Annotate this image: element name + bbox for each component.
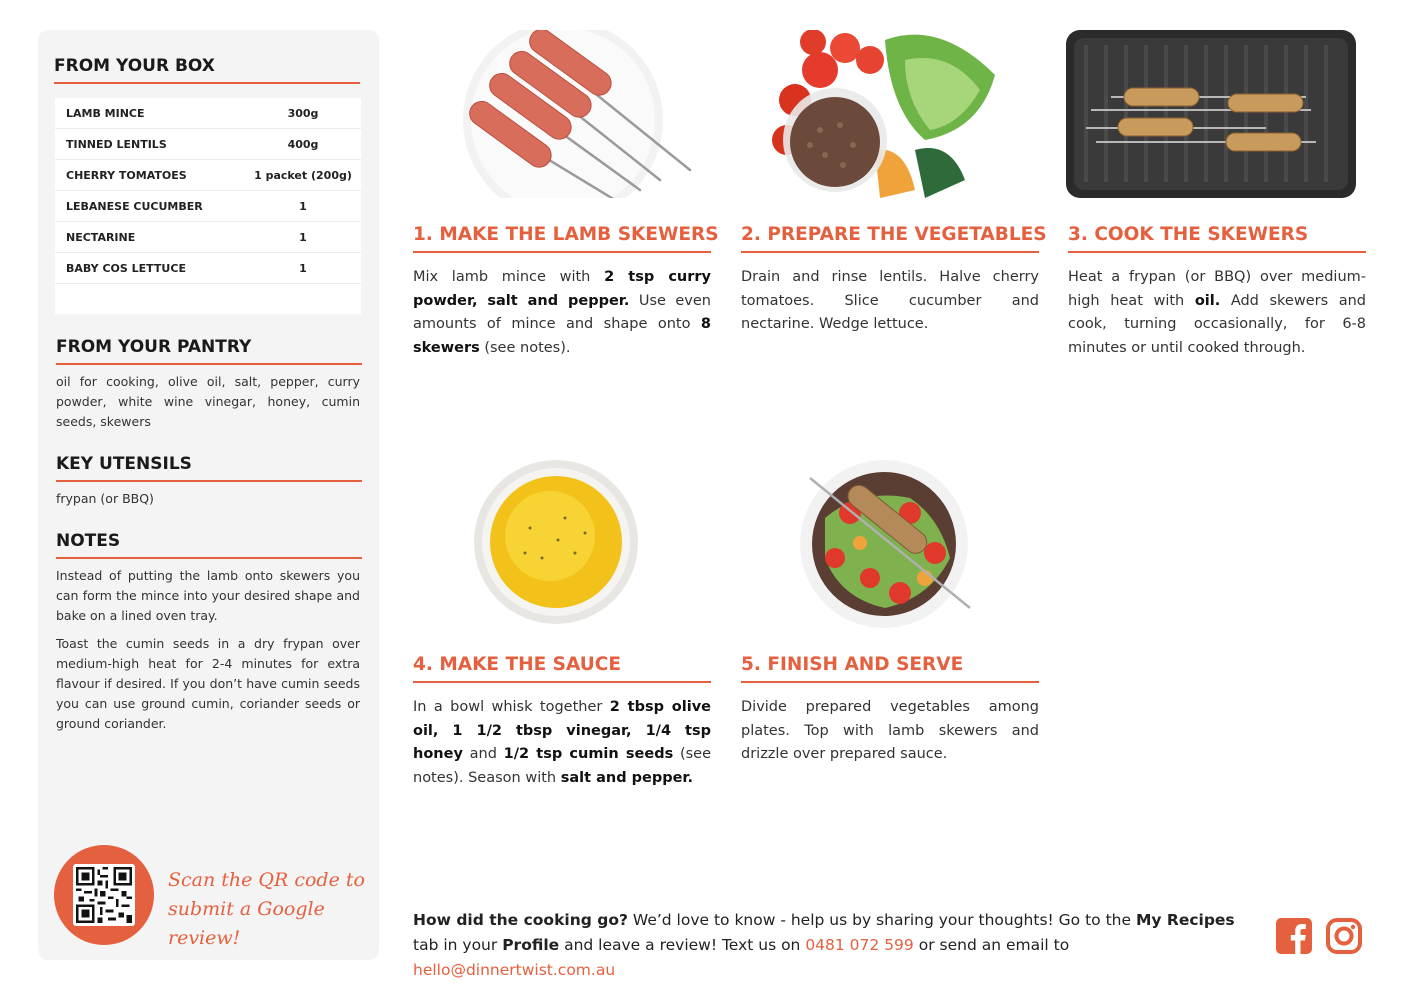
footer-bold-text: My Recipes xyxy=(1135,911,1235,929)
qr-code-icon xyxy=(73,864,135,926)
ingredient-quantity: 1 packet (200g) xyxy=(254,168,352,182)
box-ingredient-row xyxy=(55,160,361,191)
step-text-fragment: In a bowl whisk together xyxy=(413,699,610,715)
utensils-text: frypan (or BBQ) xyxy=(56,491,154,506)
step-text-fragment: (see notes). xyxy=(479,339,571,356)
box-heading: FROM YOUR BOX xyxy=(54,56,360,84)
step-text-fragment: Use even amounts of mince and shape onto xyxy=(413,292,711,332)
ingredient-name: TINNED LENTILS xyxy=(66,137,167,151)
step-text-bold: 8 skewers xyxy=(413,316,711,356)
lamb-skewers-photo xyxy=(455,30,705,200)
box-ingredient-row xyxy=(55,222,361,253)
instagram-icon[interactable] xyxy=(1326,918,1362,954)
step-text-bold: 1/2 tsp cumin seeds xyxy=(503,746,674,762)
step-4-text xyxy=(413,696,711,790)
step-1-title: 1. MAKE THE LAMB SKEWERS xyxy=(413,224,711,253)
qr-caption-line-1: Scan the QR code to xyxy=(168,869,365,891)
pantry-text: oil for cooking, olive oil, salt, pepper, curry powder, white wine vinegar, honey, cumin seeds, skewers xyxy=(56,374,360,429)
step-1-text xyxy=(413,266,711,360)
ingredient-quantity: 1 xyxy=(299,199,307,213)
box-ingredient-row xyxy=(55,98,361,129)
sauce-bowl-photo xyxy=(470,458,642,630)
step-text-fragment: (see notes). Season with xyxy=(413,746,712,786)
footer-text: tab in your xyxy=(413,936,503,954)
footer-text: or send an email to xyxy=(913,936,1070,954)
vegetables-photo xyxy=(765,30,1015,200)
facebook-icon[interactable] xyxy=(1276,918,1312,954)
utensils-heading: KEY UTENSILS xyxy=(56,454,362,482)
ingredient-name: BABY COS LETTUCE xyxy=(66,261,186,275)
step-text-fragment: Mix lamb mince with xyxy=(413,269,605,285)
contact-link[interactable]: 0481 072 599 xyxy=(805,936,914,954)
notes-paragraph-2: Toast the cumin seeds in a dry frypan over medium-high heat for 2-4 minutes for extra flavour if desired. If you don’t have cumin seeds you can use ground cumin, coriander seeds or ground coriander. xyxy=(56,636,360,731)
step-text-bold: salt and pepper. xyxy=(560,769,694,786)
ingredient-name: CHERRY TOMATOES xyxy=(66,168,187,182)
step-3-text xyxy=(1068,266,1366,360)
box-ingredient-row xyxy=(55,191,361,222)
ingredient-quantity: 400g xyxy=(287,137,319,151)
footer-bold-text: How did the cooking go? xyxy=(413,911,628,929)
box-ingredient-row xyxy=(55,129,361,160)
step-3-title: 3. COOK THE SKEWERS xyxy=(1068,224,1366,253)
ingredient-quantity: 1 xyxy=(299,261,307,275)
step-2-text xyxy=(741,266,1039,337)
box-ingredients-table xyxy=(55,98,361,314)
step-5-text xyxy=(741,696,1039,767)
contact-link[interactable]: hello@dinnertwist.com.au xyxy=(413,961,616,979)
step-text-fragment: Heat a frypan (or BBQ) over medium-high heat with xyxy=(1068,269,1366,309)
ingredient-name: NECTARINE xyxy=(66,230,136,244)
step-text-fragment: Divide prepared vegetables among plates. Top with lamb skewers and drizzle over prepared sauce. xyxy=(741,699,1039,762)
step-text-fragment: Add skewers and cook, turning occasionally, for 6-8 minutes or until cooked through. xyxy=(1068,292,1366,356)
ingredient-name: LEBANESE CUCUMBER xyxy=(66,199,203,213)
ingredient-quantity: 300g xyxy=(287,106,319,120)
footer-text: We’d love to know - help us by sharing your thoughts! Go to the xyxy=(627,911,1136,929)
footer-bold-text: Profile xyxy=(502,936,560,954)
pantry-heading: FROM YOUR PANTRY xyxy=(56,337,362,365)
sidebar-panel xyxy=(38,30,379,960)
step-4-title: 4. MAKE THE SAUCE xyxy=(413,654,711,683)
step-5-title: 5. FINISH AND SERVE xyxy=(741,654,1039,683)
step-text-bold: 2 tbsp olive oil, 1 1/2 tbsp vinegar, 1/4 tsp honey xyxy=(413,699,711,762)
qr-review-caption xyxy=(168,866,368,953)
step-text-fragment: Drain and rinse lentils. Halve cherry tomatoes. Slice cucumber and nectarine. Wedge lettuce. xyxy=(741,269,1039,332)
step-text-bold: oil. xyxy=(1194,292,1221,309)
step-text-bold: 2 tsp curry powder, salt and pepper. xyxy=(413,269,711,309)
footer-text: and leave a review! Text us on xyxy=(559,936,806,954)
notes-paragraph-1: Instead of putting the lamb onto skewers you can form the mince into your desired shape and bake on a lined oven tray. xyxy=(56,568,360,623)
notes-heading: NOTES xyxy=(56,531,362,559)
qr-caption-line-2: submit a Google review! xyxy=(168,898,325,949)
box-ingredient-row xyxy=(55,253,361,284)
review-footer-text xyxy=(413,908,1258,983)
grill-pan-photo xyxy=(1066,30,1356,198)
finished-dish-photo xyxy=(790,458,985,630)
step-text-fragment: and xyxy=(462,746,504,762)
qr-code-badge[interactable] xyxy=(54,845,154,945)
ingredient-name: LAMB MINCE xyxy=(66,106,145,120)
step-2-title: 2. PREPARE THE VEGETABLES xyxy=(741,224,1039,253)
ingredient-quantity: 1 xyxy=(299,230,307,244)
